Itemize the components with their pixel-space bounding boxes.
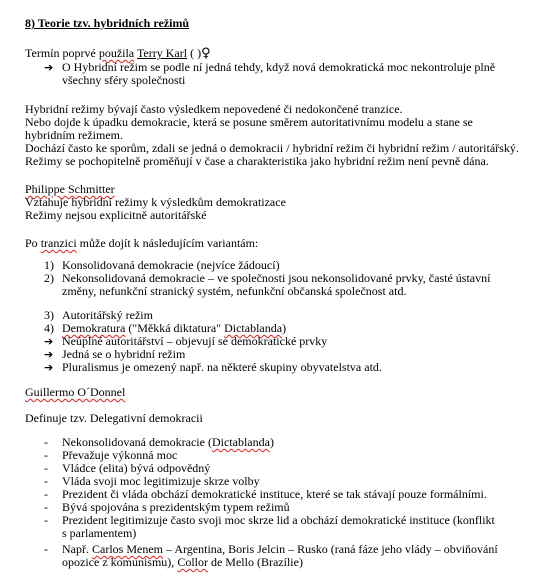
bullet-dash: -: [44, 448, 48, 462]
variant-item-2-cont: změny, nefunkční stranický systém, nefunkční občanská společnost atd.: [62, 284, 407, 298]
intro-text-c: ( ): [187, 46, 202, 60]
variant-item-4-b: ("Měkká diktatura": [125, 321, 225, 335]
intro-bullet: O Hybridní režim se podle ní jedná tehdy, když nová demokratická moc nekontroluje plně: [62, 60, 496, 74]
list-number: 2): [44, 271, 54, 285]
bullet-dash: -: [44, 435, 48, 449]
variant-item-4-d: ): [282, 321, 287, 335]
intro-author: Terry Karl: [136, 46, 188, 60]
odonnel-defines: Definuje tzv. Delegativní demokracii: [25, 411, 203, 425]
odonnel-item-8-cont-b: de Mello (Brazílie): [207, 555, 303, 569]
odonnel-item-7-cont: s parlamentem): [62, 526, 137, 540]
odonnel-item-8-a: Např.: [62, 542, 92, 556]
section-heading: 8) Teorie tzv. hybridních režimů: [25, 16, 190, 30]
odonnel-item-8-b: – Argentina, Boris Jelcin – Rusko (raná fáze jeho vlády – obviňování: [163, 542, 498, 556]
intro-line: [25, 47, 211, 60]
odonnel-item-3: Vládce (elita) bývá odpovědný: [62, 461, 211, 475]
para1-line-1: Hybridní režimy bývají často výsledkem nepovedené či nedokončené tranzice.: [25, 102, 403, 116]
bullet-dash: -: [44, 487, 48, 501]
variant-item-4-dictablanda: Dictablanda: [224, 321, 283, 335]
odonnel-item-7: Prezident legitimizuje často svoji moc skrze lid a obchází demokratické instituce (konflikt: [62, 513, 495, 527]
arrow-icon: ➔: [44, 361, 54, 374]
para1-line-5: Režimy se pochopitelně proměňují v čase a charakteristika jako hybridní režim není pevně dána.: [25, 154, 489, 168]
arrow-icon: ➔: [44, 61, 54, 74]
odonnel-item-8-menem: Carlos Menem: [92, 542, 163, 556]
variant-arrow-3: Pluralismus je omezený např. na některé skupiny obyvatelstva atd.: [62, 360, 382, 374]
intro-used-word: použila: [98, 46, 135, 60]
variants-intro-a: Po: [25, 236, 41, 250]
para1-line-4: Dochází často ke sporům, zdali se jedná o demokracii / hybridní režim či hybridní režim / autoritářský.: [25, 141, 519, 155]
list-number: 1): [44, 258, 54, 272]
odonnel-item-1-a: Nekonsolidovaná demokracie (: [62, 435, 212, 449]
variant-item-2: Nekonsolidovaná demokracie – ve společnosti jsou nekonsolidované prvky, časté ústavní: [62, 271, 491, 285]
odonnel-item-8-cont: [62, 556, 303, 569]
variant-item-4-term: Demokratura: [62, 321, 126, 335]
bullet-dash: -: [44, 461, 48, 475]
intro-bullet-cont: všechny sféry společnosti: [62, 73, 186, 87]
list-number: 4): [44, 321, 54, 335]
odonnel-item-2: Převažuje výkonná moc: [62, 448, 178, 462]
odonnel-item-8-cont-a: opozice z komunismu),: [62, 555, 178, 569]
odonnel-name: Guillermo O´Donnel: [25, 385, 126, 399]
variants-intro: [25, 237, 258, 250]
odonnel-item-8-collor: Collor: [177, 555, 208, 569]
schmitter-name: Philippe Schmitter: [25, 182, 115, 196]
para1-line-2: Nebo dojde k úpadku demokracie, která se posune směrem autoritativnímu modelu a stane se: [25, 115, 473, 129]
schmitter-line-1: Vztahuje hybridní režimy k výsledkům demokratizace: [25, 195, 286, 209]
bullet-dash: -: [44, 513, 48, 527]
para1-line-3: hybridním režimem.: [25, 128, 123, 142]
variant-item-1: Konsolidovaná demokracie (nejvíce žádoucí): [62, 258, 280, 272]
odonnel-item-1-dictablanda: Dictablanda: [211, 435, 270, 449]
variant-arrow-2: Jedná se o hybridní režim: [62, 347, 186, 361]
bullet-dash: -: [44, 542, 48, 556]
variants-intro-word: tranzici: [40, 236, 77, 250]
variant-arrow-1: Neúplné autoritářství – objevují se demokratické prvky: [62, 334, 328, 348]
odonnel-item-6: Bývá spojována s prezidentským typem režimů: [62, 500, 290, 514]
bullet-dash: -: [44, 474, 48, 488]
list-number: 3): [44, 308, 54, 322]
variants-intro-b: může dojít k následujícím variantám:: [76, 236, 259, 250]
odonnel-item-4: Vláda svoji moc legitimizuje skrze volby: [62, 474, 260, 488]
schmitter-line-2: Režimy nejsou explicitně autoritářské: [25, 208, 207, 222]
arrow-icon: ➔: [44, 335, 54, 348]
variant-item-3: Autoritářský režim: [62, 308, 153, 322]
arrow-icon: ➔: [44, 348, 54, 361]
intro-text-a: Termín poprvé: [25, 46, 99, 60]
bullet-dash: -: [44, 500, 48, 514]
venus-icon: ♀: [201, 46, 211, 61]
odonnel-item-5: Prezident či vláda obchází demokratické instituce, které se tak stávají pouze formálními.: [62, 487, 487, 501]
odonnel-item-1-b: ): [269, 435, 274, 449]
